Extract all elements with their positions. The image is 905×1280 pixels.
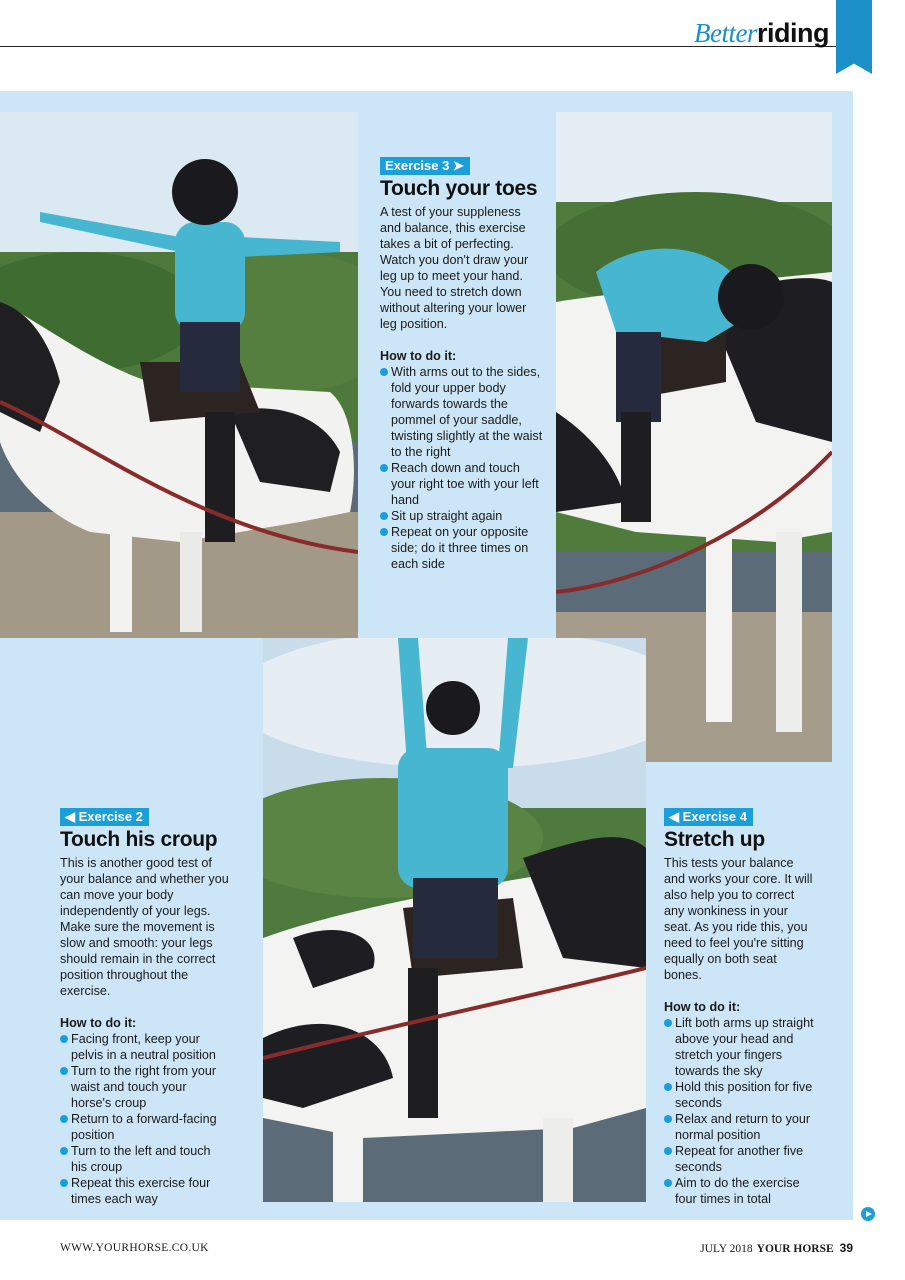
list-item: Lift both arms up straight above your head and stretch your fingers towards the sky bbox=[664, 1015, 814, 1079]
exercise-3-tag bbox=[380, 157, 470, 175]
list-item: Facing front, keep your pelvis in a neutral position bbox=[60, 1031, 230, 1063]
list-item: Hold this position for five seconds bbox=[664, 1079, 814, 1111]
list-item: Repeat for another five seconds bbox=[664, 1143, 814, 1175]
list-item: With arms out to the sides, fold your upper body forwards towards the pommel of your saddle, twisting slightly at the waist to the right bbox=[380, 364, 545, 460]
left-arrow-icon: ◀ bbox=[669, 809, 679, 824]
list-item: Reach down and touch your right toe with your left hand bbox=[380, 460, 545, 508]
left-arrow-icon: ◀ bbox=[65, 809, 75, 824]
exercise-3-how: How to do it: bbox=[380, 349, 457, 363]
exercise-2-how: How to do it: bbox=[60, 1016, 137, 1030]
exercise-3-steps bbox=[380, 364, 545, 572]
next-page-arrow-icon[interactable] bbox=[861, 1207, 875, 1221]
list-item: Turn to the left and touch his croup bbox=[60, 1143, 230, 1175]
list-item: Turn to the right from your waist and touch your horse's croup bbox=[60, 1063, 230, 1111]
exercise-4-title: Stretch up bbox=[664, 828, 765, 851]
exercise-3-tag-label: Exercise 3 bbox=[385, 158, 450, 173]
exercise-3-block bbox=[380, 157, 545, 572]
list-item: Repeat on your opposite side; do it three times on each side bbox=[380, 524, 545, 572]
footer-issue: JULY 2018 bbox=[700, 1243, 753, 1255]
list-item: Return to a forward-facing position bbox=[60, 1111, 230, 1143]
photo-exercise-2 bbox=[0, 112, 358, 638]
exercise-2-block bbox=[60, 808, 230, 1207]
list-item: Repeat this exercise four times each way bbox=[60, 1175, 230, 1207]
exercise-2-tag-label: Exercise 2 bbox=[78, 809, 143, 824]
bookmark-ribbon bbox=[836, 0, 872, 74]
exercise-2-steps bbox=[60, 1031, 230, 1207]
list-item: Relax and return to your normal position bbox=[664, 1111, 814, 1143]
footer-folio bbox=[700, 1241, 853, 1255]
right-arrow-icon: ➤ bbox=[452, 158, 464, 173]
exercise-2-body: This is another good test of your balance and whether you can move your body independently of your legs. Make sure the movement is slow and smooth: your legs should remain in the correct position throughout the exercise. bbox=[60, 856, 229, 998]
photo-exercise-4 bbox=[263, 638, 646, 1202]
brand-part2: riding bbox=[757, 18, 829, 48]
list-item: Sit up straight again bbox=[380, 508, 545, 524]
exercise-2-tag bbox=[60, 808, 149, 826]
exercise-3-body: A test of your suppleness and balance, this exercise takes a bit of perfecting. Watch you don't draw your leg up to meet your hand. You need to stretch down without altering your lower leg position. bbox=[380, 205, 529, 331]
list-item: Aim to do the exercise four times in total bbox=[664, 1175, 814, 1207]
section-brand bbox=[694, 18, 829, 49]
footer-magazine: YOUR HORSE bbox=[756, 1243, 834, 1255]
exercise-3-title: Touch your toes bbox=[380, 177, 538, 200]
exercise-4-block bbox=[664, 808, 814, 1207]
exercise-4-how: How to do it: bbox=[664, 1000, 741, 1014]
exercise-2-title: Touch his croup bbox=[60, 828, 218, 851]
exercise-4-steps bbox=[664, 1015, 814, 1207]
page-number: 39 bbox=[839, 1241, 853, 1255]
exercise-4-body: This tests your balance and works your core. It will also help you to correct any wonkiness in your seat. As you ride this, you need to feel you're sitting equally on both seat bones. bbox=[664, 856, 813, 982]
exercise-4-tag bbox=[664, 808, 753, 826]
brand-part1: Better bbox=[694, 18, 757, 48]
footer-website[interactable]: WWW.YOURHORSE.CO.UK bbox=[60, 1242, 209, 1254]
exercise-4-tag-label: Exercise 4 bbox=[682, 809, 747, 824]
